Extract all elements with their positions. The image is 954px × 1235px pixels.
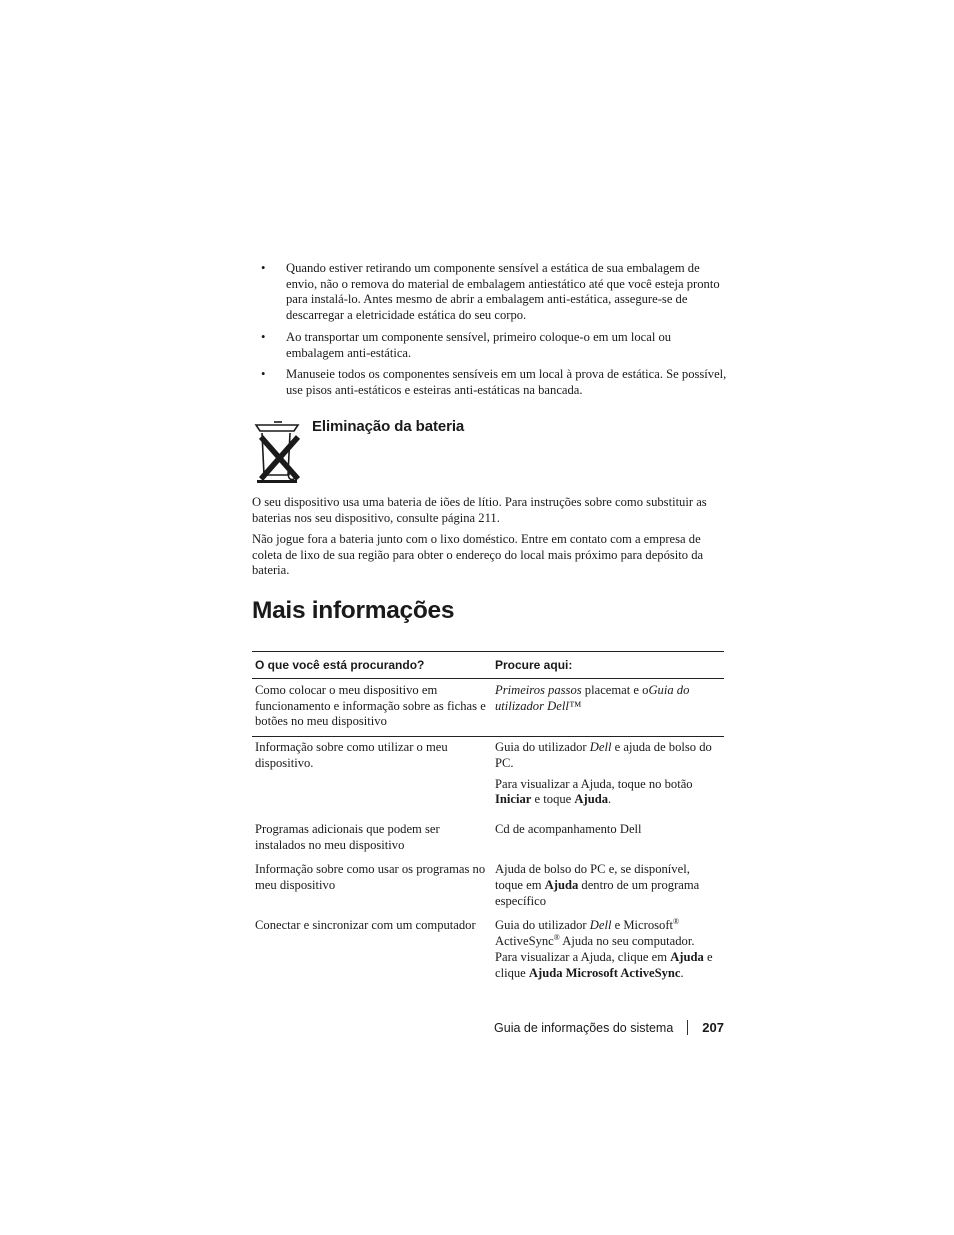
- table-row: [252, 819, 724, 859]
- page-number: 207: [702, 1020, 724, 1035]
- bold-text: Ajuda: [574, 792, 608, 807]
- italic-text: Dell: [589, 918, 612, 933]
- cell-paragraph: [495, 740, 720, 771]
- italic-text: Primeiros passos: [495, 683, 582, 697]
- text: ActiveSync: [495, 934, 554, 949]
- text: e ajuda de bolso do PC.: [495, 740, 712, 770]
- table-cell-topic: Programas adicionais que podem ser instalados no meu dispositivo: [255, 821, 440, 852]
- battery-paragraph-1: O seu dispositivo usa uma bateria de iões de lítio. Para instruções sobre como substituir as baterias nos seu dispositivo, consulte página 211.: [252, 495, 707, 525]
- table-cell-topic: Informação sobre como usar os programas no meu dispositivo: [255, 862, 486, 893]
- table-header-row: [252, 652, 724, 679]
- bullet: •: [261, 329, 266, 344]
- page-footer: [494, 1020, 724, 1035]
- crossed-out-wheelie-bin-icon: [254, 421, 306, 483]
- table-cell-topic: Conectar e sincronizar com um computador: [255, 918, 476, 933]
- table-row: [252, 915, 724, 987]
- text: Ajuda no seu computador. Para visualizar a Ajuda, clique em: [495, 934, 695, 964]
- more-info-table: [252, 651, 724, 987]
- table-cell-source: [492, 859, 724, 915]
- battery-disposal-heading: Eliminação da bateria: [312, 418, 465, 435]
- precautions-list: [252, 261, 728, 405]
- column-header-what: O que você está procurando?: [252, 652, 492, 679]
- table-row: [252, 859, 724, 915]
- table-cell-source: Cd de acompanhamento Dell: [495, 821, 642, 836]
- italic-text: Dell: [589, 740, 612, 755]
- bold-text: Ajuda: [670, 949, 704, 964]
- text: Guia do utilizador: [495, 918, 590, 933]
- table-cell-source: [492, 915, 724, 987]
- text: .: [680, 965, 684, 980]
- text: Para visualizar a Ajuda, toque no botão: [495, 776, 693, 791]
- bold-text: Iniciar: [495, 792, 532, 807]
- table-cell-source: [492, 679, 724, 737]
- table-cell-source: [492, 737, 724, 819]
- text: e Microsoft: [611, 918, 674, 933]
- text: e clique: [495, 949, 713, 980]
- table-cell-topic: Informação sobre como utilizar o meu dispositivo.: [255, 740, 448, 770]
- text: dentro de um programa específico: [495, 878, 700, 908]
- text: e toque: [531, 792, 575, 807]
- bullet: •: [261, 367, 266, 382]
- list-item-text: Ao transportar um componente sensível, primeiro coloque-o em um local ou embalagem anti-estática.: [286, 329, 672, 360]
- footer-title: Guia de informações do sistema: [494, 1020, 674, 1035]
- footer-divider: [687, 1020, 688, 1035]
- bullet: •: [261, 261, 266, 275]
- text: Ajuda de bolso do PC e, se disponível, toque em: [495, 862, 690, 893]
- registered-mark: ®: [553, 932, 560, 942]
- bold-text: Ajuda Microsoft ActiveSync: [528, 965, 681, 980]
- cell-paragraph: [495, 777, 720, 808]
- text: Guia do utilizador: [495, 740, 590, 755]
- table-row: [252, 737, 724, 819]
- list-item: [252, 261, 728, 324]
- list-item: [252, 367, 728, 398]
- table-cell-topic: Como colocar o meu dispositivo em funcionamento e informação sobre as fichas e botões no meu dispositivo: [252, 679, 492, 737]
- text: placemat e o: [581, 683, 649, 697]
- table-row: [252, 679, 724, 737]
- bold-text: Ajuda: [544, 878, 579, 893]
- text: .: [608, 792, 612, 807]
- more-info-title: Mais informações: [252, 597, 455, 624]
- italic-text: Guia do utilizador Dell™: [495, 683, 690, 713]
- column-header-where: Procure aqui:: [492, 652, 724, 679]
- list-item-text: Manuseie todos os componentes sensíveis em um local à prova de estática. Se possível, use pisos anti-estáticos e esteiras anti-estáticas na bancada.: [286, 367, 727, 397]
- list-item: [252, 330, 728, 361]
- battery-paragraph-2: Não jogue fora a bateria junto com o lixo doméstico. Entre em contato com a empresa de coleta de lixo de sua região para obter o endereço do local mais próximo para depósito da bateria.: [252, 532, 704, 578]
- list-item-text: Quando estiver retirando um componente sensível a estática de sua embalagem de envio, não o remova do material de embalagem antiestático até que você esteja pronto para instalá-lo. Antes mesmo de abrir a embalagem anti-estática, assegure-se de descarregar a eletricidade estática do seu corpo.: [286, 261, 720, 323]
- registered-mark: ®: [673, 917, 680, 927]
